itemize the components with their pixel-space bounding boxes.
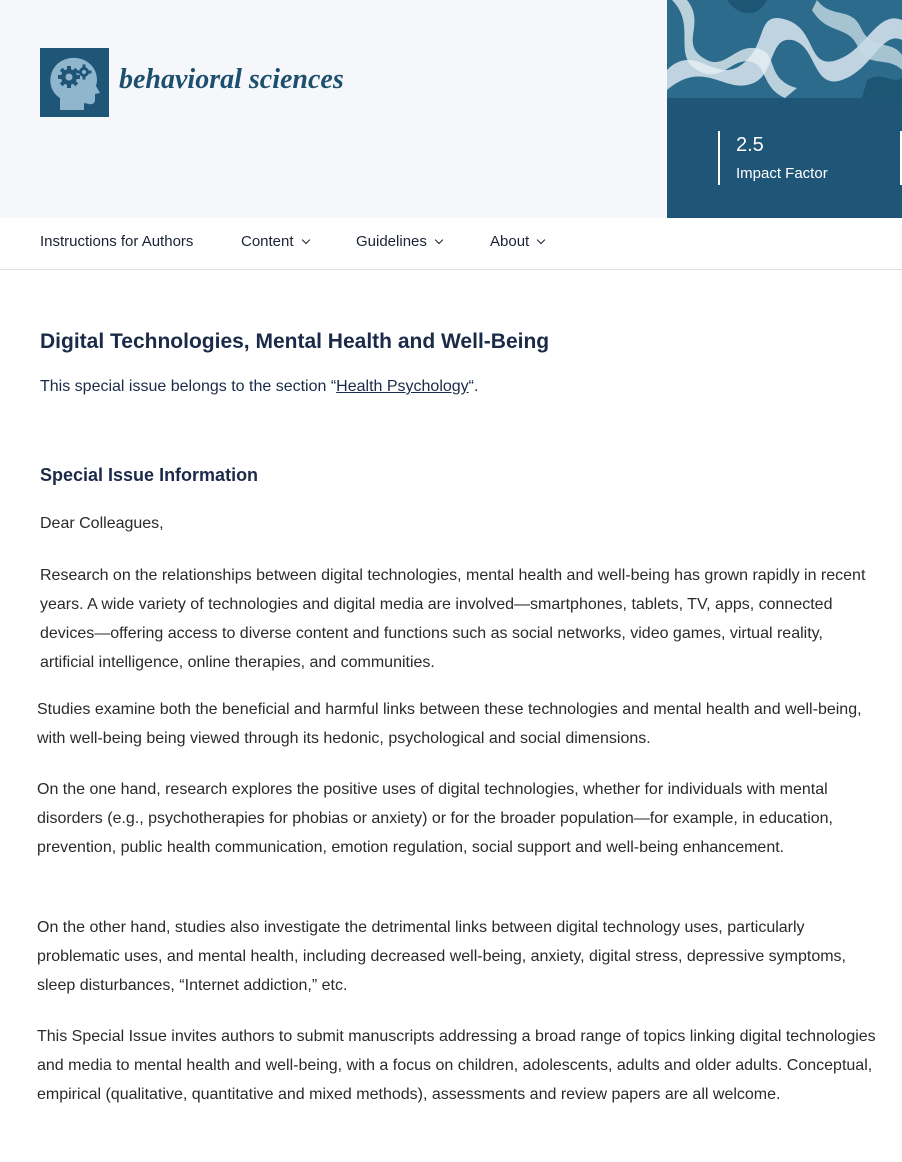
impact-factor-value: 2.5 xyxy=(736,134,764,156)
page-title: Digital Technologies, Mental Health and Well-Being xyxy=(40,330,550,353)
nav-label: Content xyxy=(241,233,294,250)
paragraph: Research on the relationships between digital technologies, mental health and well-being has grown rapidly in recent years. A wide variety of technologies and digital media are involved—smartphones, tablets, TV, apps, connected devices—offering access to diverse content and functions such as social networks, video games, virtual reality, artificial intelligence, online therapies, and communities. xyxy=(40,567,866,671)
head-with-gears-icon[interactable] xyxy=(40,48,109,117)
nav-instructions-for-authors[interactable] xyxy=(40,233,193,250)
journal-name[interactable]: behavioral sciences xyxy=(119,64,344,95)
impact-divider xyxy=(718,131,720,185)
chevron-down-icon xyxy=(301,235,309,243)
chevron-down-icon xyxy=(435,235,443,243)
nav-label: Guidelines xyxy=(356,233,427,250)
section-note-suffix: “. xyxy=(468,378,479,395)
paragraph: On the one hand, research explores the positive uses of digital technologies, whether for individuals with mental disorders (e.g., psychotherapies for phobias or anxiety) or for the broader population—for example, in education, prevention, public health communication, emotion regulation, social support and well-being enhancement. xyxy=(37,781,833,856)
cover-marble-image xyxy=(667,0,902,98)
impact-factor-label: Impact Factor xyxy=(736,165,828,182)
nav-label: About xyxy=(490,233,530,250)
section-note xyxy=(40,378,478,396)
nav-guidelines-dropdown[interactable] xyxy=(356,233,442,250)
paragraph: On the other hand, studies also investigate the detrimental links between digital technology uses, particularly problematic uses, and mental health, including decreased well-being, anxiety, digital stress, depressive symptoms, sleep disturbances, “Internet addiction,” etc. xyxy=(37,919,846,994)
nav-about-dropdown[interactable] xyxy=(490,233,544,250)
paragraph: Studies examine both the beneficial and harmful links between these technologies and mental health and well-being, with well-being being viewed through its hedonic, psychological and social dimensions. xyxy=(37,701,862,747)
impact-factor-box[interactable] xyxy=(667,98,902,218)
section-note-prefix: This special issue belongs to the section “ xyxy=(40,378,337,395)
special-issue-info-heading: Special Issue Information xyxy=(40,465,259,485)
journal-nav xyxy=(0,218,902,270)
site-header xyxy=(0,0,902,218)
greeting: Dear Colleagues, xyxy=(40,515,164,532)
paragraph: This Special Issue invites authors to submit manuscripts addressing a broad range of topics linking digital technologies and media to mental health and well-being, with a focus on children, adolescents, adults and older adults. Conceptual, empirical (qualitative, quantitative and mixed methods), assessments and review papers are all welcome. xyxy=(37,1028,876,1103)
chevron-down-icon xyxy=(537,235,545,243)
nav-label: Instructions for Authors xyxy=(40,233,194,250)
section-link-health-psychology[interactable]: Health Psychology xyxy=(336,378,469,395)
nav-content-dropdown[interactable] xyxy=(241,233,309,250)
